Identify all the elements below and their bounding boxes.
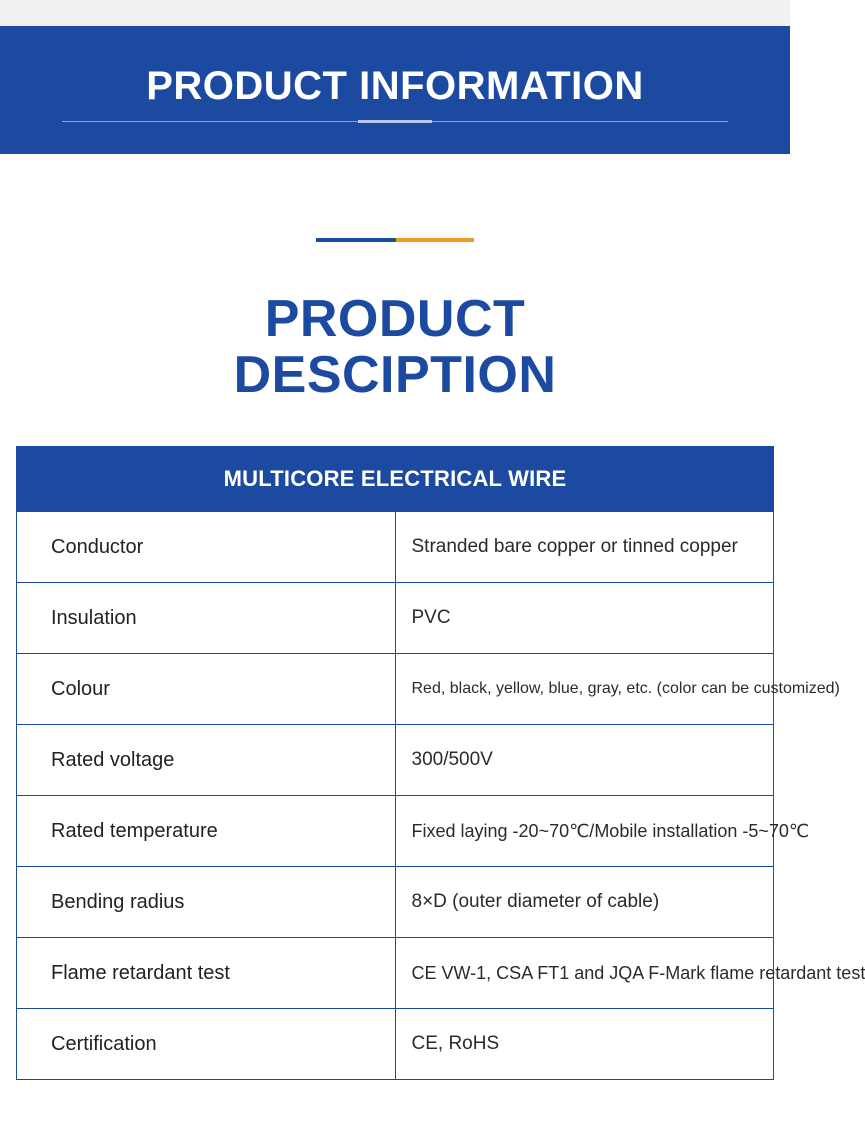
table-row — [17, 796, 774, 867]
divider-orange-segment — [396, 238, 474, 242]
row-label-bending-radius: Bending radius — [17, 867, 396, 938]
row-label-rated-temperature: Rated temperature — [17, 796, 396, 867]
table-row — [17, 725, 774, 796]
row-value-rated-temperature: Fixed laying -20~70℃/Mobile installation -5~70℃ — [395, 796, 774, 867]
row-value-conductor: Stranded bare copper or tinned copper — [395, 512, 774, 583]
section-title-line1: PRODUCT — [264, 290, 526, 348]
table-row — [17, 867, 774, 938]
row-label-certification: Certification — [17, 1009, 396, 1080]
banner-title: PRODUCT INFORMATION — [146, 64, 644, 108]
spec-table-header: MULTICORE ELECTRICAL WIRE — [17, 447, 774, 512]
row-label-colour: Colour — [17, 654, 396, 725]
section-title-line2: DESCIPTION — [233, 346, 557, 404]
row-value-insulation: PVC — [395, 583, 774, 654]
banner-underline-accent — [358, 120, 432, 123]
table-row — [17, 512, 774, 583]
spec-table-header-row — [17, 447, 774, 512]
row-label-insulation: Insulation — [17, 583, 396, 654]
top-strip — [0, 0, 790, 26]
row-label-conductor: Conductor — [17, 512, 396, 583]
row-value-bending-radius: 8×D (outer diameter of cable) — [395, 867, 774, 938]
row-value-certification: CE, RoHS — [395, 1009, 774, 1080]
row-value-rated-voltage: 300/500V — [395, 725, 774, 796]
divider-blue-segment — [316, 238, 396, 242]
table-row — [17, 938, 774, 1009]
row-label-flame-retardant-test: Flame retardant test — [17, 938, 396, 1009]
row-value-flame-retardant-test: CE VW-1, CSA FT1 and JQA F-Mark flame retardant test — [395, 938, 774, 1009]
table-row — [17, 1009, 774, 1080]
row-label-rated-voltage: Rated voltage — [17, 725, 396, 796]
row-value-colour: Red, black, yellow, blue, gray, etc. (color can be customized) — [395, 654, 774, 725]
table-row — [17, 583, 774, 654]
spec-table — [16, 446, 865, 1080]
table-row — [17, 654, 774, 725]
